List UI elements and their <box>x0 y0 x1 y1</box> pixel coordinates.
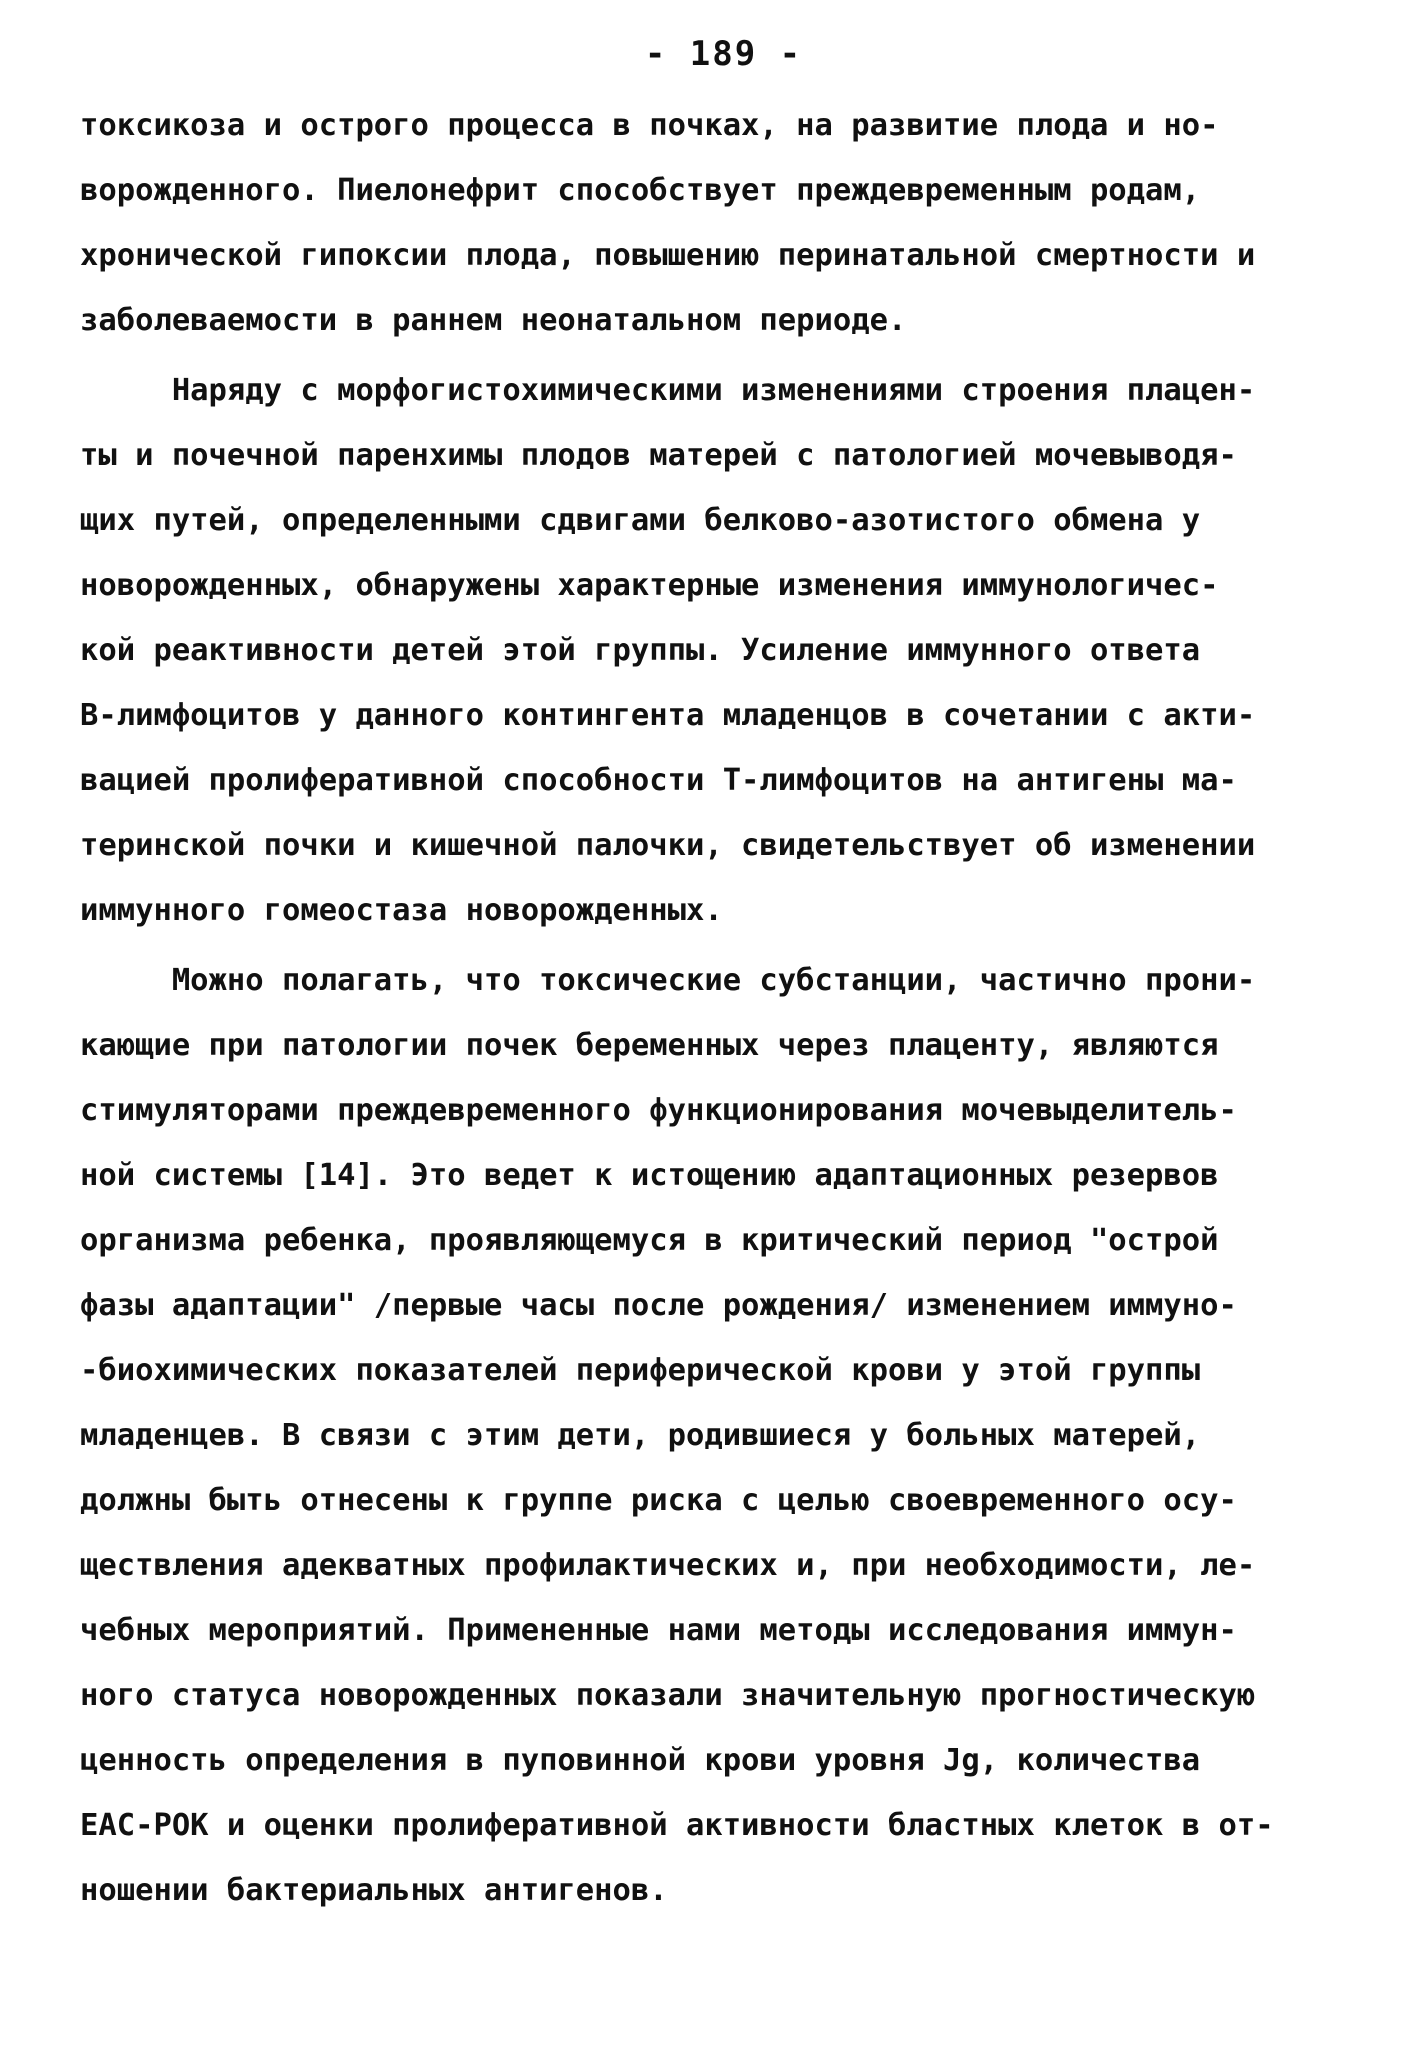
text-line: заболеваемости в раннем неонатальном периоде. <box>80 303 907 338</box>
text-line: Наряду с морфогистохимическими изменениями строения плацен- <box>80 373 1256 408</box>
page-number: - 189 - <box>644 34 803 74</box>
text-line: фазы адаптации" /первые часы после рождения/ изменением иммуно- <box>80 1288 1237 1323</box>
text-line: Можно полагать, что токсические субстанции, частично прони- <box>80 963 1256 998</box>
text-line: кающие при патологии почек беременных через плаценту, являются <box>80 1028 1219 1063</box>
text-line: ЕАС-РОК и оценки пролиферативной активности бластных клеток в от- <box>80 1808 1274 1843</box>
text-line: вацией пролиферативной способности Т-лимфоцитов на антигены ма- <box>80 763 1237 798</box>
text-line: ценность определения в пуповинной крови уровня Jg, количества <box>80 1743 1201 1778</box>
text-line: чебных мероприятий. Примененные нами методы исследования иммун- <box>80 1613 1237 1648</box>
text-line: кой реактивности детей этой группы. Усиление иммунного ответа <box>80 633 1201 668</box>
text-line: ты и почечной паренхимы плодов матерей с патологией мочевыводя- <box>80 438 1237 473</box>
text-line: ворожденного. Пиелонефрит способствует преждевременным родам, <box>80 173 1201 208</box>
text-line: младенцев. В связи с этим дети, родившиеся у больных матерей, <box>80 1418 1201 1453</box>
text-line: ной системы [14]. Это ведет к истощению адаптационных резервов <box>80 1158 1219 1193</box>
text-line: организма ребенка, проявляющемуся в критический период "острой <box>80 1223 1219 1258</box>
text-line: хронической гипоксии плода, повышению перинатальной смертности и <box>80 238 1256 273</box>
text-line: стимуляторами преждевременного функционирования мочевыделитель- <box>80 1093 1237 1128</box>
text-line: ного статуса новорожденных показали значительную прогностическую <box>80 1678 1256 1713</box>
text-line: новорожденных, обнаружены характерные изменения иммунологичес- <box>80 568 1219 603</box>
text-line: ношении бактериальных антигенов. <box>80 1873 668 1908</box>
text-line: щих путей, определенными сдвигами белково-азотистого обмена у <box>80 503 1201 538</box>
text-line: -биохимических показателей периферической крови у этой группы <box>80 1353 1201 1388</box>
text-line: ществления адекватных профилактических и, при необходимости, ле- <box>80 1548 1256 1583</box>
text-line: должны быть отнесены к группе риска с целью своевременного осу- <box>80 1483 1237 1518</box>
text-line: иммунного гомеостаза новорожденных. <box>80 893 723 928</box>
text-line: теринской почки и кишечной палочки, свидетельствует об изменении <box>80 828 1256 863</box>
text-line: В-лимфоцитов у данного контингента младенцов в сочетании с акти- <box>80 698 1256 733</box>
text-line: токсикоза и острого процесса в почках, на развитие плода и но- <box>80 108 1219 143</box>
